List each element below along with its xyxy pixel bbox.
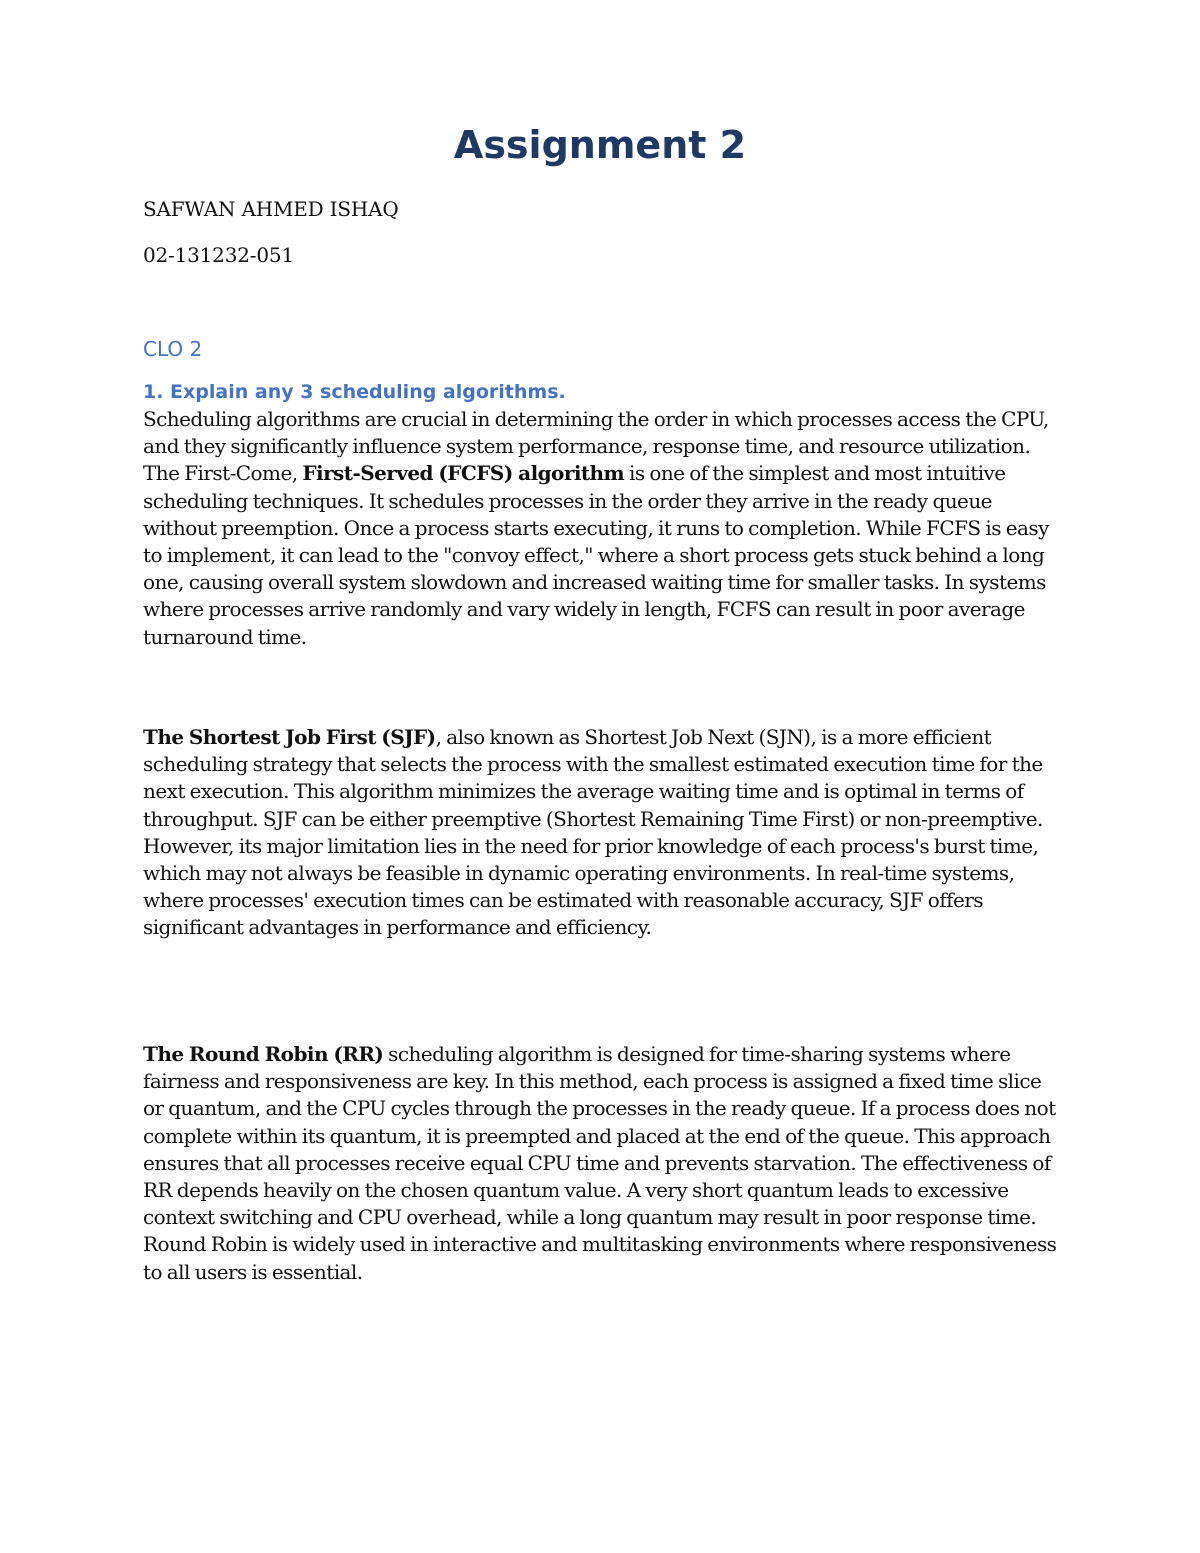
question-heading: 1. Explain any 3 scheduling algorithms. <box>143 381 566 403</box>
section-heading: CLO 2 <box>143 337 203 361</box>
text-run: scheduling algorithm is designed for time-sharing systems where fairness and responsiveness are key. In this method, each process is assigned a fixed time slice or quantum, and the CPU cycles through the processes in the ready queue. If a process does not complete within its quantum, it is preempted and placed at the end of the queue. This approach ensures that all processes receive equal CPU time and prevents starvation. The effectiveness of RR depends heavily on the chosen quantum value. A very short quantum leads to excessive context switching and CPU overhead, while a long quantum may result in poor response time. Round Robin is widely used in interactive and multitasking environments where responsiveness to all users is essential. <box>143 1042 1057 1284</box>
bold-term: First-Served (FCFS) algorithm <box>302 461 625 486</box>
author-name: SAFWAN AHMED ISHAQ <box>143 197 399 221</box>
text-run: is one of the simplest and most intuitive scheduling techniques. It schedules processes in the order they arrive in the ready queue without preemption. Once a process starts executing, it runs to completion. While FCFS is easy to implement, it can lead to the "convoy effect," where a short process gets stuck behind a long one, causing overall system slowdown and increased waiting time for smaller tasks. In systems where processes arrive randomly and vary widely in length, FCFS can result in poor average turnaround time. <box>143 461 1049 649</box>
text-run: Scheduling algorithms are crucial in determining the order in which processes access the CPU, and they significantly influence system performance, response time, and resource utilization. The First-Come, <box>143 407 1049 486</box>
paragraph-rr <box>143 1041 1061 1286</box>
bold-term: The Shortest Job First (SJF) <box>143 725 436 749</box>
paragraph-fcfs <box>143 406 1061 651</box>
student-id: 02-131232-051 <box>143 243 294 267</box>
paragraph-sjf <box>143 724 1061 942</box>
text-run: , also known as Shortest Job Next (SJN), is a more efficient scheduling strategy that selects the process with the smallest estimated execution time for the next execution. This algorithm minimizes the average waiting time and is optimal in terms of throughput. SJF can be either preemptive (Shortest Remaining Time First) or non-preemptive. However, its major limitation lies in the need for prior knowledge of each process's burst time, which may not always be feasible in dynamic operating environments. In real-time systems, where processes' execution times can be estimated with reasonable accuracy, SJF offers significant advantages in performance and efficiency. <box>143 725 1043 940</box>
bold-term: The Round Robin (RR) <box>143 1042 384 1066</box>
document-title: Assignment 2 <box>453 123 747 167</box>
